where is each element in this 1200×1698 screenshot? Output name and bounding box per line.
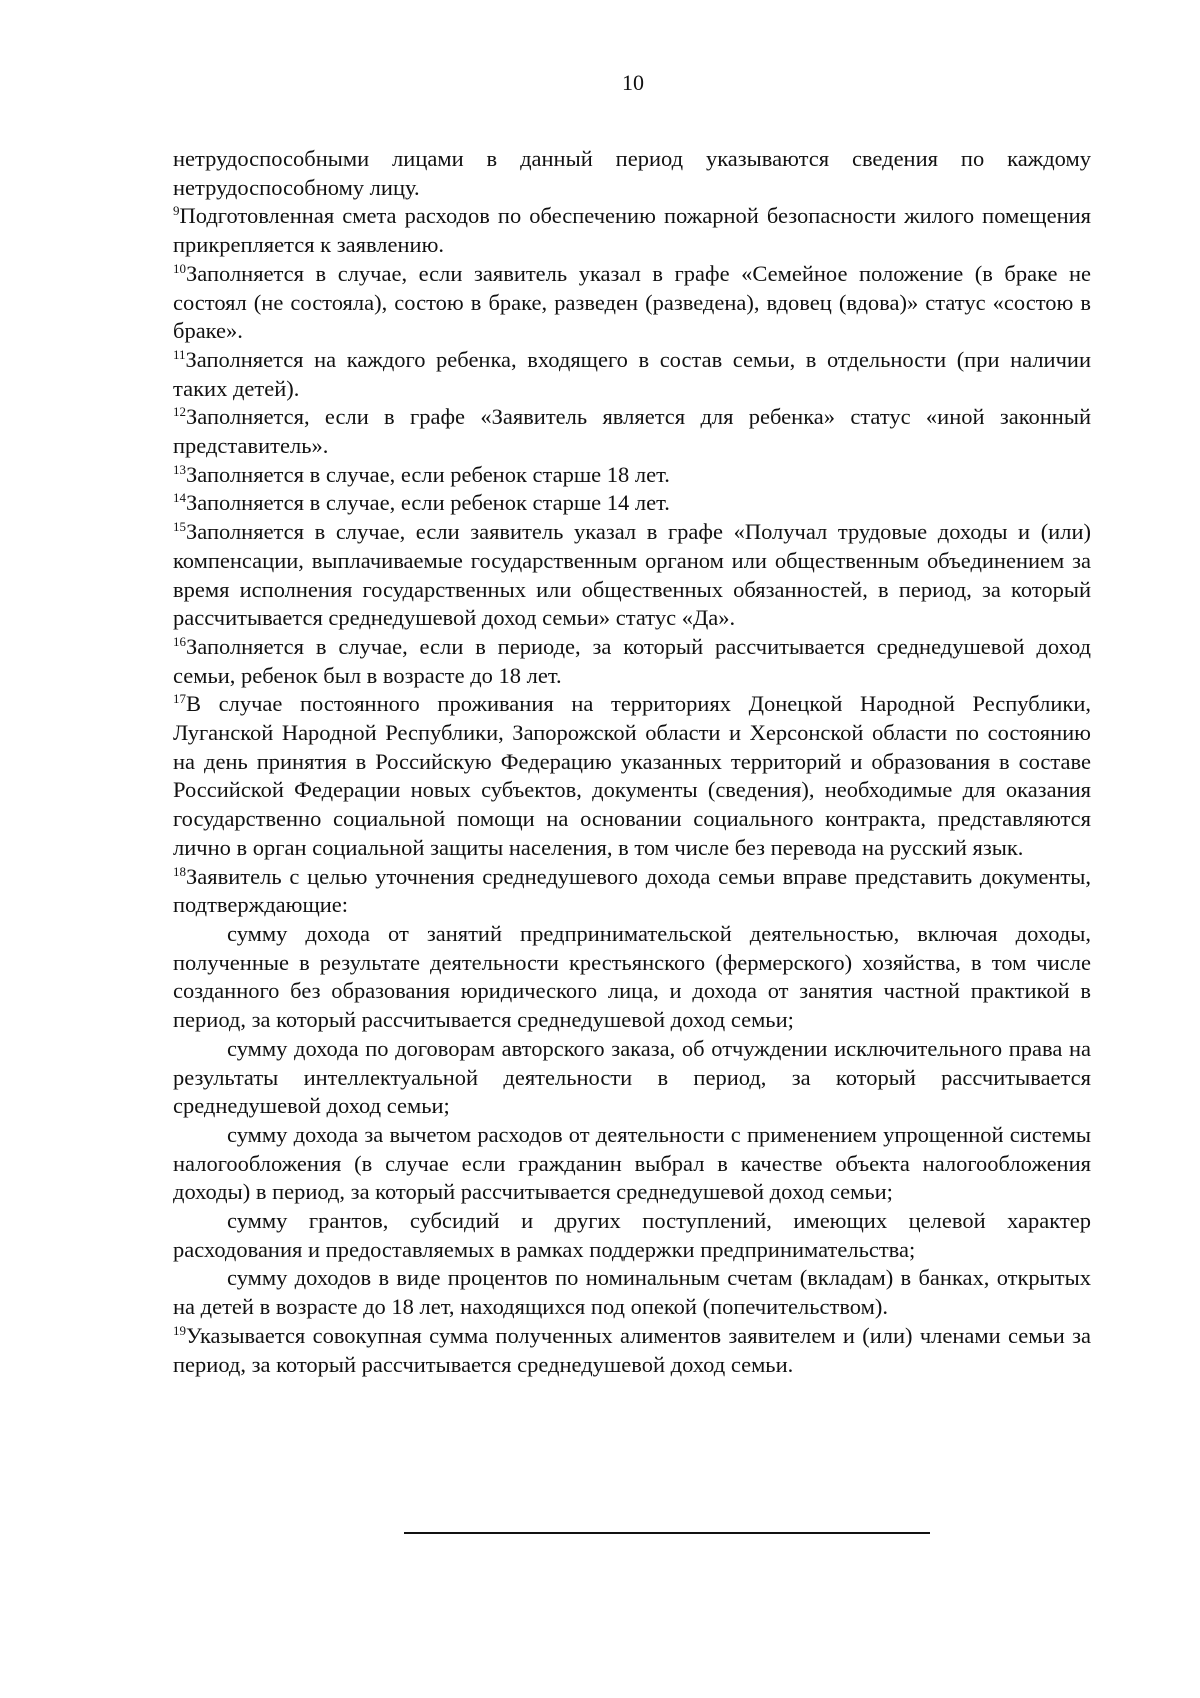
footnote-number: 17: [173, 691, 186, 707]
footnote-text: нетрудоспособными лицами в данный период указываются сведения по каждому нетрудоспособному лицу.: [173, 146, 1091, 200]
list-item: сумму дохода за вычетом расходов от деятельности с применением упрощенной системы налогообложения (в случае если гражданин выбрал в качестве объекта налогообложения доходы) в период, за который рассчитывается среднедушевой доход семьи;: [173, 1121, 1091, 1205]
list-item: сумму дохода по договорам авторского заказа, об отчуждении исключительного права на результаты интеллектуальной деятельности в период, за который рассчитывается среднедушевой доход семьи;: [173, 1035, 1091, 1119]
footnote-12: [173, 403, 1091, 460]
footnote-number: 11: [173, 346, 186, 362]
footnote-text: Заявитель с целью уточнения среднедушевого дохода семьи вправе представить документы, подтверждающие:: [173, 863, 1091, 918]
footnote-text: Заполняется на каждого ребенка, входящего в состав семьи, в отдельности (при наличии таких детей).: [173, 346, 1091, 401]
footnote-number: 9: [173, 203, 180, 219]
footnote-continuation: [173, 145, 1091, 202]
footnote-text: Заполняется в случае, если в периоде, за который рассчитывается среднедушевой доход семьи, ребенок был в возрасте до 18 лет.: [173, 633, 1091, 688]
footnote-text: Заполняется в случае, если ребенок старше 14 лет.: [186, 490, 670, 516]
footnote-number: 10: [173, 260, 186, 276]
footnote-number: 19: [173, 1322, 186, 1338]
footnote-14: [173, 489, 1091, 518]
footnote-9: [173, 202, 1091, 259]
footnote-number: 12: [173, 404, 186, 420]
footnote-19: [173, 1322, 1091, 1379]
footnote-text: Подготовленная смета расходов по обеспечению пожарной безопасности жилого помещения прикрепляется к заявлению.: [173, 203, 1091, 258]
list-item: сумму доходов в виде процентов по номинальным счетам (вкладам) в банках, открытых на детей в возрасте до 18 лет, находящихся под опекой (попечительством).: [173, 1265, 1091, 1320]
end-rule: [404, 1532, 930, 1534]
footnote-number: 13: [173, 461, 186, 477]
footnote-13: [173, 461, 1091, 490]
footnote-text: Заполняется, если в графе «Заявитель является для ребенка» статус «иной законный представитель».: [173, 404, 1091, 459]
list-item: сумму грантов, субсидий и других поступлений, имеющих целевой характер расходования и предоставляемых в рамках поддержки предпринимательства;: [173, 1208, 1091, 1262]
footnotes-body: [173, 145, 1091, 1379]
footnote-16: [173, 633, 1091, 690]
list-item: сумму дохода от занятий предпринимательской деятельностью, включая доходы, полученные в результате деятельности крестьянского (фермерского) хозяйства, в том числе созданного без образования юридического лица, и дохода от занятия частной практикой в период, за который рассчитывается среднедушевой доход семьи;: [173, 920, 1091, 1033]
footnote-number: 16: [173, 633, 186, 649]
footnote-text: Заполняется в случае, если заявитель указал в графе «Семейное положение (в браке не состоял (не состояла), состою в браке, разведен (разведена), вдовец (вдова)» статус «состою в браке».: [173, 260, 1091, 344]
footnote-text: В случае постоянного проживания на территориях Донецкой Народной Республики, Луганской Народной Республики, Запорожской области и Херсонской области по состоянию на день принятия в Российскую Федерацию указанных территорий и образования в составе Российской Федерации новых субъектов, документы (сведения), необходимые для оказания государственно социальной помощи на основании социального контракта, представляются лично в орган социальной защиты населения, в том числе без перевода на русский язык.: [173, 691, 1091, 860]
footnote-number: 14: [173, 490, 186, 506]
footnote-number: 18: [173, 863, 186, 879]
footnote-text: Заполняется в случае, если заявитель указал в графе «Получал трудовые доходы и (или) компенсации, выплачиваемые государственным органом или общественным объединением за время исполнения государственных или общественных обязанностей, в период, за который рассчитывается среднедушевой доход семьи» статус «Да».: [173, 519, 1091, 631]
footnote-number: 15: [173, 519, 186, 535]
footnote-text: Указывается совокупная сумма полученных алиментов заявителем и (или) членами семьи за период, за который рассчитывается среднедушевой доход семьи.: [173, 1322, 1091, 1377]
footnote-15: [173, 518, 1091, 633]
footnote-11: [173, 346, 1091, 403]
footnote-18: [173, 863, 1091, 920]
footnote-17: [173, 690, 1091, 862]
footnote-text: Заполняется в случае, если ребенок старше 18 лет.: [186, 461, 670, 487]
footnote-10: [173, 260, 1091, 346]
page-number: 10: [622, 70, 644, 95]
